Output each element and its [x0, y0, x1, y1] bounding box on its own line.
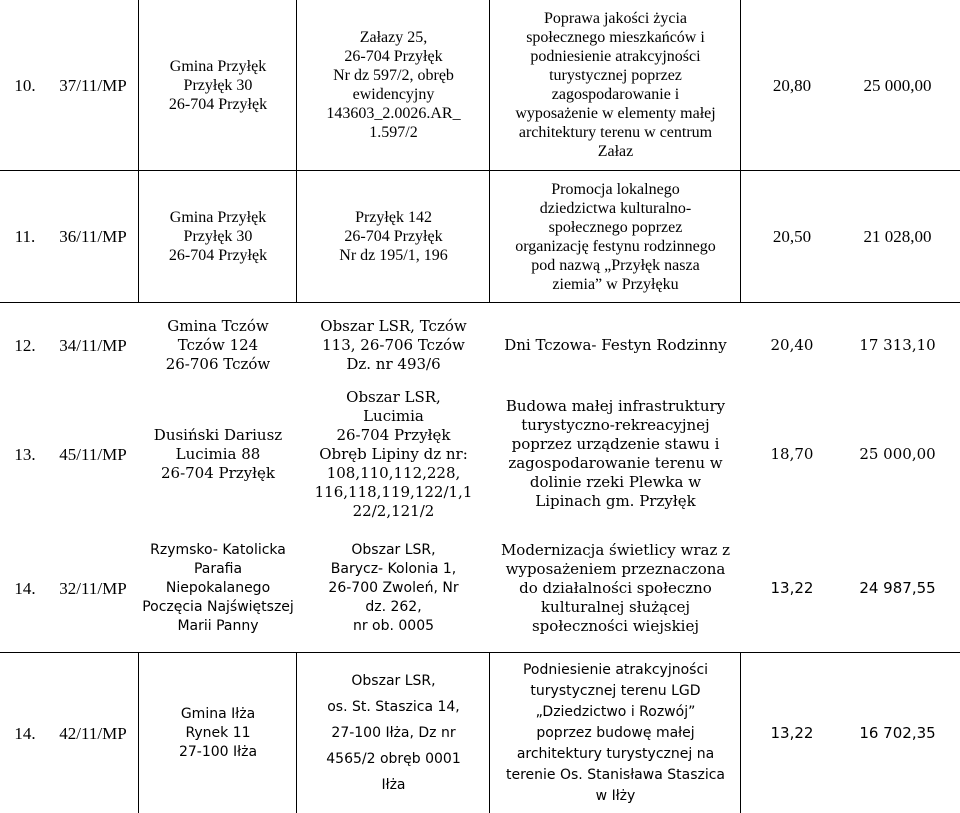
project-title-line: organizację festynu rodzinnego: [515, 237, 716, 255]
location-line: Przyłęk 142: [355, 209, 432, 226]
location-line: 27-100 Iłża, Dz nr: [331, 725, 456, 741]
row-number: [0, 171, 50, 302]
project-title-line: turystycznej poprzez: [549, 67, 682, 84]
amount-text: 17 313,10: [859, 335, 936, 354]
applicant-line: Dusiński Dariusz: [153, 425, 283, 444]
table-row: [0, 0, 960, 170]
project-title-line: podniesienie atrakcyjności: [530, 48, 701, 65]
application-code: [48, 382, 138, 526]
project-title-line: Promocja lokalnego: [551, 180, 680, 198]
project-title-line: w Iłży: [595, 787, 636, 804]
application-code-text: 36/11/MP: [59, 227, 127, 246]
project-title-cell: [491, 171, 740, 302]
row-number: [0, 0, 50, 170]
score-text: 18,70: [770, 444, 814, 463]
project-title-line: Dni Tczowa- Festyn Rodzinny: [504, 335, 727, 354]
row-number: [0, 528, 50, 648]
location-line: 116,118,119,122/1,1: [314, 482, 473, 501]
applicant-cell: [140, 382, 296, 526]
applicant-cell: [140, 528, 296, 648]
amount-cell: [840, 382, 955, 526]
location-line: os. St. Staszica 14,: [327, 699, 460, 715]
score-text: 13,22: [770, 578, 814, 597]
amount-cell: [840, 0, 955, 170]
location-line: Obszar LSR, Tczów: [320, 316, 467, 335]
application-code: [48, 0, 138, 170]
score-cell: [742, 171, 842, 302]
project-title-line: turystycznej terenu LGD: [530, 682, 701, 699]
project-title-line: „Dziedzictwo i Rozwój”: [535, 703, 696, 720]
location-line: 26-700 Zwoleń, Nr: [328, 579, 459, 596]
location-line: Nr dz 195/1, 196: [339, 247, 448, 264]
score-cell: [742, 382, 842, 526]
row-number: [0, 310, 50, 380]
amount-text: 25 000,00: [859, 444, 936, 463]
amount-cell: [840, 310, 955, 380]
score-text: 20,50: [772, 227, 812, 246]
applicant-line: Gmina Iłża: [180, 705, 256, 722]
table-row: [0, 382, 960, 526]
applicant-line: 26-704 Przyłęk: [160, 463, 276, 482]
score-cell: [742, 653, 842, 813]
application-code: [48, 310, 138, 380]
location-line: Obszar LSR,: [351, 673, 436, 689]
project-title-line: turystyczno-rekreacyjnej: [521, 416, 710, 434]
score-cell: [742, 0, 842, 170]
project-title-line: Załaz: [597, 143, 634, 160]
project-title-cell: [491, 310, 740, 380]
project-title-line: poprzez urządzenie stawu i: [511, 435, 720, 453]
location-line: Obszar LSR,: [346, 387, 441, 406]
location-line: 22/2,121/2: [352, 501, 435, 520]
project-title-line: wyposażenie w elementy małej: [515, 105, 716, 122]
location-line: Obszar LSR,: [351, 541, 436, 558]
row-number-text: 11.: [14, 227, 36, 246]
project-title-cell: [491, 382, 740, 526]
location-line: 143603_2.0026.AR_: [326, 105, 461, 122]
location-line: 108,110,112,228,: [326, 463, 461, 482]
applicant-line: Gmina Przyłęk: [169, 209, 267, 226]
amount-cell: [840, 528, 955, 648]
table-row: [0, 653, 960, 813]
application-code-text: 32/11/MP: [59, 578, 127, 598]
location-cell: [298, 310, 489, 380]
application-code-text: 42/11/MP: [59, 723, 127, 743]
applicant-line: Przyłęk 30: [183, 76, 253, 94]
location-line: 26-704 Przyłęk: [336, 425, 451, 444]
project-title-line: społeczności wiejskiej: [531, 616, 699, 635]
applicant-line: Tczów 124: [177, 335, 259, 354]
project-title-line: pod nazwą „Przyłęk nasza: [531, 256, 700, 274]
project-title-line: terenie Os. Stanisława Staszica: [505, 766, 726, 783]
table-row: [0, 171, 960, 302]
score-text: 20,40: [770, 335, 814, 354]
location-line: Iłża: [381, 777, 406, 793]
applicant-cell: [140, 310, 296, 380]
row-number-text: 10.: [14, 75, 36, 95]
table-border-line: [0, 302, 960, 303]
project-title-line: poprzez budowę małej: [536, 724, 695, 741]
location-line: Obręb Lipiny dz nr:: [319, 444, 468, 463]
score-cell: [742, 528, 842, 648]
applicant-line: 26-706 Tczów: [165, 354, 271, 373]
amount-cell: [840, 171, 955, 302]
application-code: [48, 171, 138, 302]
location-line: 113, 26-706 Tczów: [322, 335, 465, 354]
applicant-line: 26-704 Przyłęk: [168, 95, 268, 113]
row-number: [0, 653, 50, 813]
score-text: 13,22: [770, 723, 814, 742]
project-title-line: architektury turystycznej na: [516, 745, 715, 762]
applicant-line: Parafia Niepokalanego: [165, 560, 271, 596]
applicant-line: Poczęcia Najświętszej: [142, 598, 294, 615]
project-title-line: Budowa małej infrastruktury: [505, 397, 726, 415]
row-number-text: 14.: [14, 723, 36, 743]
project-title-cell: [491, 528, 740, 648]
score-text: 20,80: [772, 75, 812, 95]
row-number: [0, 382, 50, 526]
application-code: [48, 528, 138, 648]
project-title-line: Modernizacja świetlicy wraz z: [500, 540, 731, 559]
location-line: Barycz- Kolonia 1,: [330, 560, 457, 577]
project-title-cell: [491, 653, 740, 813]
location-line: 26-704 Przyłęk: [344, 228, 443, 245]
location-line: 26-704 Przyłęk: [344, 48, 443, 65]
amount-text: 25 000,00: [863, 75, 932, 95]
applicant-line: 26-704 Przyłęk: [168, 247, 268, 264]
applicant-cell: [140, 653, 296, 813]
location-line: Nr dz 597/2, obręb: [333, 67, 454, 84]
table-row: [0, 528, 960, 648]
applicant-cell: [140, 171, 296, 302]
table-row: [0, 310, 960, 380]
location-cell: [298, 382, 489, 526]
amount-cell: [840, 653, 955, 813]
row-number-text: 14.: [14, 578, 36, 598]
applicant-line: Rzymsko- Katolicka: [150, 541, 286, 558]
project-title-line: wyposażeniem przeznaczona: [505, 559, 726, 578]
applicant-line: Gmina Przyłęk: [169, 57, 267, 75]
row-number-text: 13.: [14, 444, 36, 464]
project-title-line: do działalności społeczno: [519, 578, 712, 597]
location-line: nr ob. 0005: [352, 617, 435, 634]
project-title-line: dziedzictwa kulturalno-: [539, 199, 692, 217]
project-title-line: architektury terenu w centrum: [518, 124, 713, 141]
location-line: dz. 262,: [365, 598, 422, 615]
applicant-line: Gmina Tczów: [167, 316, 269, 335]
project-title-line: ziemia” w Przyłęku: [552, 275, 679, 293]
applicant-line: Rynek 11: [185, 724, 251, 741]
location-line: 4565/2 obręb 0001: [326, 751, 461, 767]
applicant-line: 27-100 Iłża: [178, 743, 258, 760]
location-line: Lucimia: [363, 406, 424, 425]
score-cell: [742, 310, 842, 380]
applicant-cell: [140, 0, 296, 170]
application-code: [48, 653, 138, 813]
amount-text: 16 702,35: [859, 723, 936, 742]
project-title-line: zagospodarowanie i: [551, 86, 680, 103]
applicant-line: Marii Panny: [177, 617, 259, 634]
project-title-line: społecznego mieszkańców i: [526, 29, 705, 46]
application-code-text: 45/11/MP: [59, 444, 127, 464]
location-cell: [298, 528, 489, 648]
project-title-line: dolinie rzeki Plewka w: [529, 473, 702, 491]
location-cell: [298, 0, 489, 170]
project-title-line: zagospodarowanie terenu w: [508, 454, 723, 472]
project-title-line: kulturalnej służącej: [540, 597, 691, 616]
location-line: 1.597/2: [369, 124, 418, 141]
amount-text: 24 987,55: [859, 578, 936, 597]
location-line: Załazy 25,: [359, 29, 428, 46]
amount-text: 21 028,00: [863, 227, 932, 246]
project-title-line: Podniesienie atrakcyjności: [522, 661, 709, 678]
application-code-text: 37/11/MP: [59, 75, 127, 95]
project-title-line: Poprawa jakości życia: [543, 10, 688, 27]
location-line: ewidencyjny: [352, 86, 435, 103]
row-number-text: 12.: [14, 335, 36, 355]
project-title-cell: [491, 0, 740, 170]
location-cell: [298, 653, 489, 813]
application-code-text: 34/11/MP: [59, 335, 127, 355]
project-title-line: Lipinach gm. Przyłęk: [535, 492, 696, 510]
applicant-line: Lucimia 88: [175, 444, 261, 463]
location-line: Dz. nr 493/6: [346, 354, 441, 373]
location-cell: [298, 171, 489, 302]
applicant-line: Przyłęk 30: [183, 228, 253, 245]
project-title-line: społecznego poprzez: [548, 218, 683, 236]
